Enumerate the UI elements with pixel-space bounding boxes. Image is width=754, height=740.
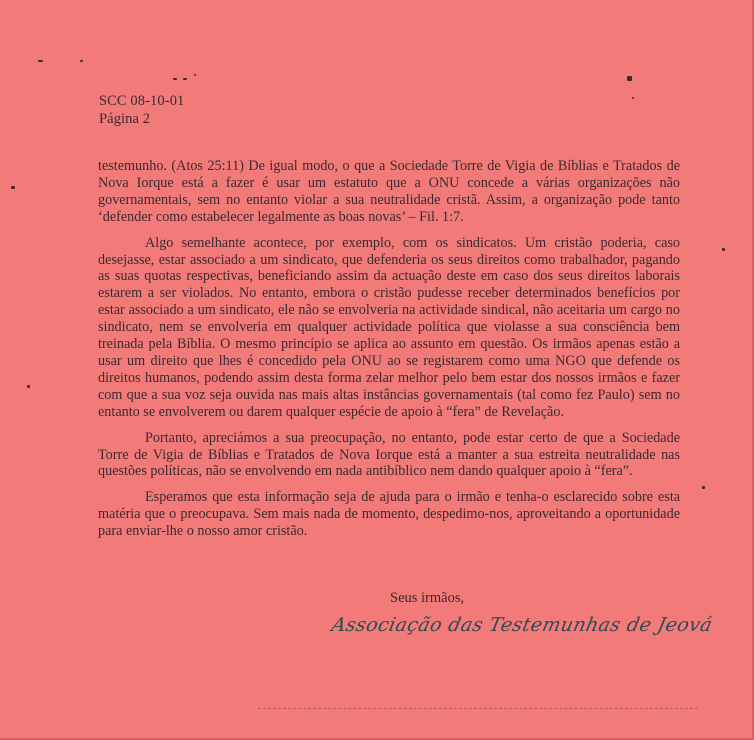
scan-speck	[194, 74, 196, 76]
reference-code: SCC 08-10-01	[99, 93, 185, 109]
closing-salutation: Seus irmãos,	[390, 590, 465, 606]
letter-body	[98, 158, 680, 549]
scan-speck	[627, 76, 632, 81]
signature: Associação das Testemunhas de Jeová	[329, 614, 715, 636]
paragraph: Portanto, apreciámos a sua preocupação, no entanto, pode estar certo de que a Sociedade Torre de Vigia de Bíblias e Tratados de Nova Iorque está a manter a sua estreita neutralidade nas questões políticas, não se envolvendo em nada antibíblico nem dando qualquer apoio à “fera”.	[98, 429, 680, 480]
letter-header	[99, 92, 184, 128]
scan-marks	[258, 708, 698, 715]
paragraph: Algo semelhante acontece, por exemplo, com os sindicatos. Um cristão poderia, caso desejasse, estar associado a um sindicato, que defenderia os seus direitos como trabalhador, pagando as suas quotas respectivas, beneficiando assim da actuação deste em caso dos seus direitos laborais estarem a ser violados. No entanto, embora o cristão pudesse receber determinados benefícios por estar associado a um sindicato, ele não se envolveria na actividade sindical, não aceitaria um cargo no sindicato, nem se envolveria em qualquer actividade política que violasse a sua consciência bem treinada pela Bíblia. O mesmo princípio se aplica ao assunto em questão. Os irmãos apenas estão a usar um direito que lhes é concedido pela ONU ao se registarem como uma NGO que defende os direitos humanos, podendo assim desta forma zelar melhor pelo bem estar dos nossos irmãos e fazer com que a sua voz seja ouvida nas mais altas instâncias governamentais (tal como fez Paulo) sem no entanto se envolverem ou darem qualquer espécie de apoio à “fera” de Revelação.	[98, 234, 680, 420]
scan-speck	[38, 60, 43, 62]
scan-speck	[183, 78, 187, 80]
scan-speck	[27, 385, 30, 388]
scan-speck	[11, 186, 15, 189]
paragraph: testemunho. (Atos 25:11) De igual modo, o que a Sociedade Torre de Vigia de Bíblias e Tratados de Nova Iorque está a fazer é usar um estatuto que a ONU concede a várias organizações não governamentais, sem no entanto violar a sua neutralidade cristã. Assim, a organização pode tanto ‘defender como estabelecer legalmente as boas novas’ – Fil. 1:7.	[98, 158, 680, 225]
page-number: Página 2	[99, 111, 151, 127]
paragraph: Esperamos que esta informação seja de ajuda para o irmão e tenha-o esclarecido sobre esta matéria que o preocupava. Sem mais nada de momento, despedimo-nos, aproveitando a oportunidade para enviar-lhe o nosso amor cristão.	[98, 489, 680, 540]
scan-speck	[80, 60, 83, 62]
scan-speck	[632, 97, 634, 99]
scan-speck	[173, 78, 177, 80]
scan-speck	[702, 486, 705, 489]
scan-speck	[722, 248, 725, 251]
